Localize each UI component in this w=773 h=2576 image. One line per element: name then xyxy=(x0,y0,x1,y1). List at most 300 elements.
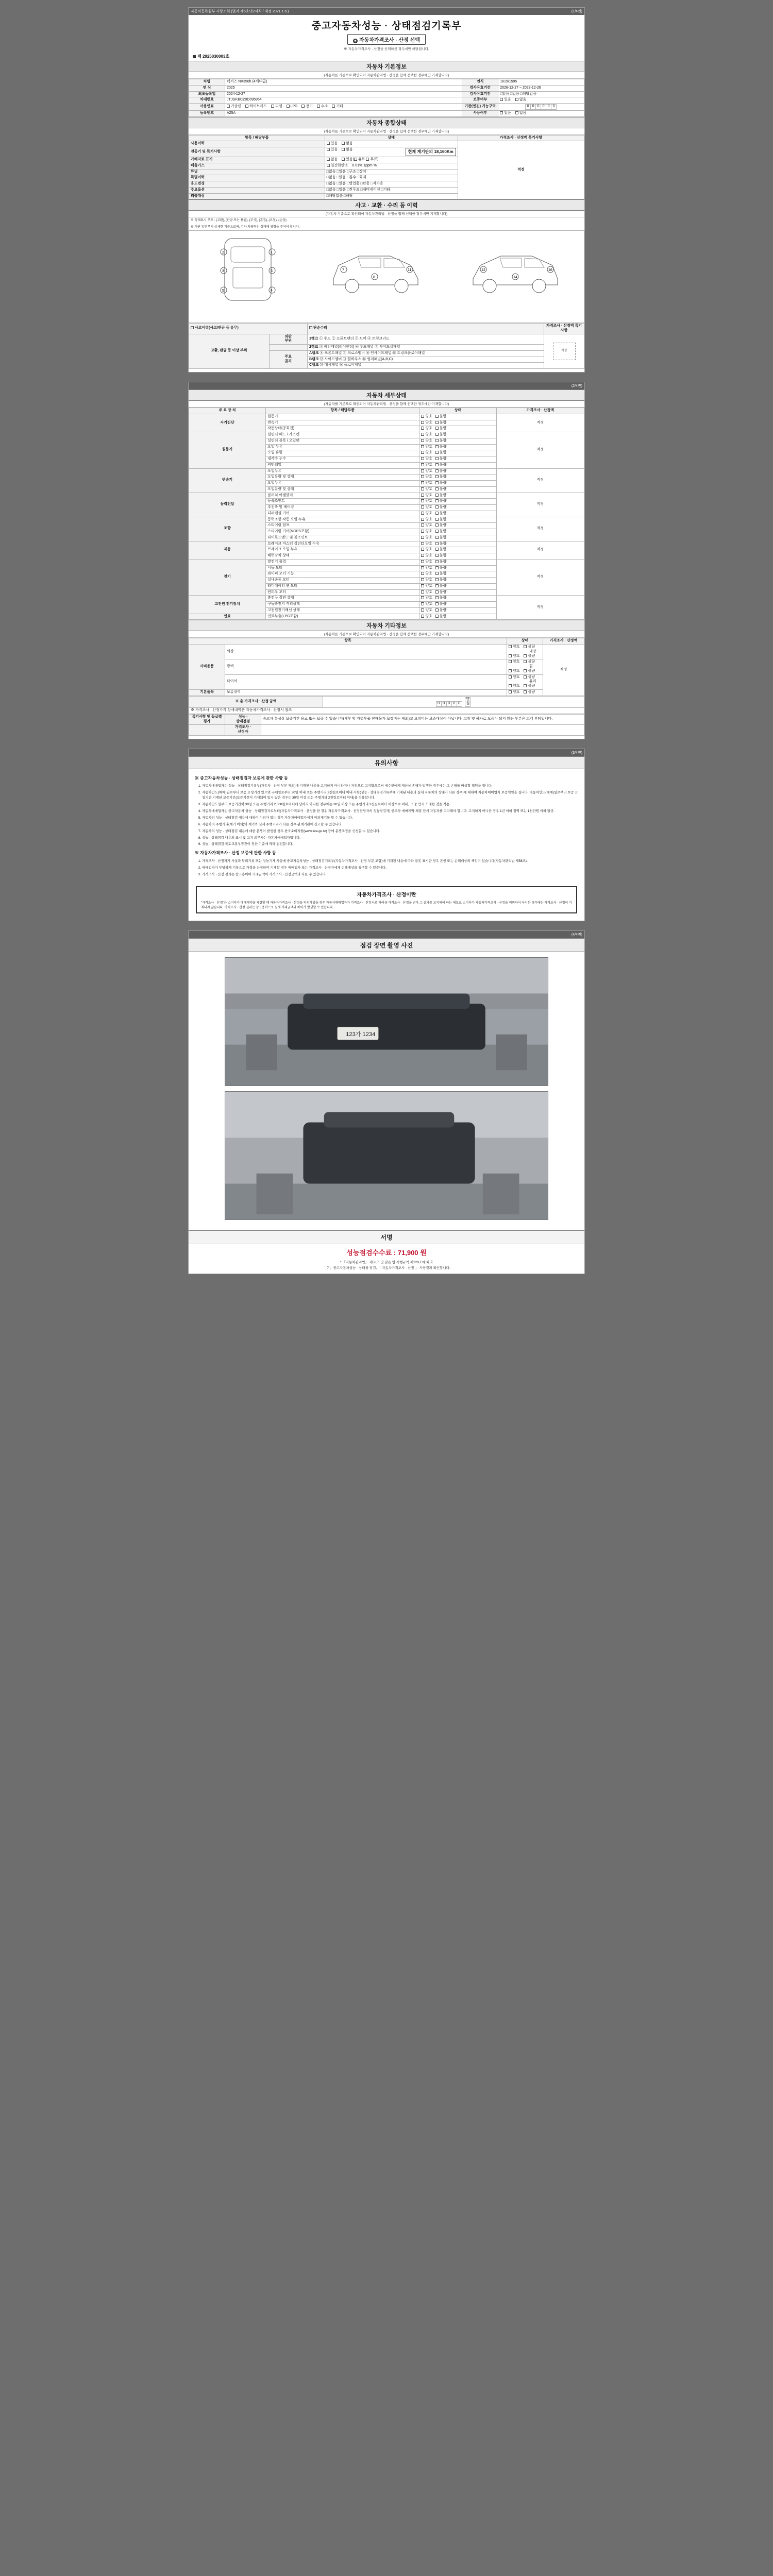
checkbox-icon[interactable] xyxy=(524,684,527,687)
state-bad[interactable]: 불량 xyxy=(524,675,535,680)
state-bad[interactable]: 불량 xyxy=(524,660,535,665)
checkbox-icon[interactable] xyxy=(509,654,512,657)
checkbox-icon[interactable] xyxy=(524,675,527,679)
state-good[interactable]: 양호 xyxy=(421,578,432,583)
detail-item-state xyxy=(419,414,496,420)
detail-item-state xyxy=(419,481,496,487)
detail-item-label: 오일누유 xyxy=(266,481,419,487)
basic-label: 등록번호 xyxy=(189,110,225,116)
overall-row-label: 가해자로 표기 xyxy=(189,157,325,163)
checkbox-icon[interactable] xyxy=(435,427,439,430)
state-good[interactable]: 양호 xyxy=(421,608,432,613)
list-item: 2. 자동차인도(매매)일로부터 보증 요청기간 있으면 구매일로부터 30일 이내 또는 주행거리 2천킬로미터 이내 사항(성능 · 상태점검기록부에 기재된 내용과 실제 자동차의 상태가 다른 경우)에 대하여 자동차매매업자 보증책임을 집니다. 자동차인도(매매)일로부터 보증 요청기간 기재된 보증기간(보증기간이 기재되어 있지 않은 경우는 30일 이상 또는 주행거리 2천킬로미터 이내)을 적용합니다. xyxy=(202,790,578,801)
state-good[interactable]: 양호 xyxy=(421,523,432,528)
state-bad[interactable]: 불량 xyxy=(435,475,447,480)
checkbox-icon[interactable] xyxy=(421,457,424,460)
state-good[interactable]: 양호 xyxy=(421,590,432,595)
checkbox-icon[interactable] xyxy=(435,602,439,605)
state-bad[interactable]: 불량 xyxy=(435,433,447,437)
doc-subtitle xyxy=(347,34,426,45)
checkbox-icon[interactable] xyxy=(354,158,357,161)
detail-item-state xyxy=(419,535,496,541)
svg-text:14: 14 xyxy=(513,276,517,280)
table-row xyxy=(189,334,584,345)
checkbox-icon[interactable] xyxy=(421,451,424,454)
checkbox-icon[interactable] xyxy=(421,512,424,515)
checkbox-icon[interactable] xyxy=(435,523,439,527)
checkbox-icon[interactable] xyxy=(366,158,369,161)
table-row xyxy=(189,110,584,116)
state-bad[interactable]: 불량 xyxy=(435,584,447,589)
checkbox-icon[interactable] xyxy=(435,530,439,533)
detail-note-cell: 적정 xyxy=(496,541,584,559)
checkbox-icon[interactable] xyxy=(245,105,248,108)
checkbox-icon[interactable] xyxy=(421,433,424,436)
state-bad[interactable]: 불량 xyxy=(435,536,447,540)
state-good[interactable]: 양호 xyxy=(421,512,432,516)
table-row xyxy=(189,468,584,474)
state-bad[interactable]: 불량 xyxy=(435,602,447,607)
checkbox-icon[interactable] xyxy=(317,105,320,108)
car-front-view-diagram xyxy=(209,233,287,306)
detail-item-label: 냉각수 누수 xyxy=(266,456,419,463)
price-total-table xyxy=(189,696,584,714)
checkbox-icon[interactable] xyxy=(421,415,424,418)
state-bad[interactable]: 불량 xyxy=(435,548,447,552)
checkbox-option[interactable]: 없음 xyxy=(342,148,353,152)
state-good[interactable]: 양호 xyxy=(421,494,432,498)
svg-text:11: 11 xyxy=(407,268,412,273)
basic-value: 2024-12-27 xyxy=(225,91,462,97)
checkbox-icon[interactable] xyxy=(435,572,439,575)
state-bad[interactable]: 불량 xyxy=(435,439,447,444)
state-good[interactable]: 양호 xyxy=(421,475,432,480)
state-good[interactable]: 양호 xyxy=(421,487,432,492)
detail-item-label: 스티어링 기어(MDPS포함) xyxy=(266,529,419,535)
state-good[interactable]: 양호 xyxy=(421,421,432,426)
checkbox-icon[interactable] xyxy=(509,660,512,663)
checkbox-icon[interactable] xyxy=(524,690,527,693)
state-good[interactable]: 양호 xyxy=(421,415,432,419)
checkbox-icon[interactable] xyxy=(421,421,424,424)
state-good[interactable]: 양호 xyxy=(421,499,432,504)
state-bad[interactable]: 불량 xyxy=(435,566,447,571)
state-good[interactable]: 양호 xyxy=(421,469,432,474)
accident-note-header: 가격조사 · 산정액 특기사항 xyxy=(544,324,584,334)
state-bad[interactable]: 불량 xyxy=(435,469,447,474)
svg-text:12: 12 xyxy=(481,268,485,273)
state-good[interactable]: 양호 xyxy=(421,560,432,565)
state-good[interactable]: 양호 xyxy=(509,675,520,680)
svg-text:4: 4 xyxy=(271,289,273,293)
checkbox-icon[interactable] xyxy=(435,596,439,599)
checkbox-icon[interactable] xyxy=(435,475,439,478)
document-number-text: 제 2925030003호 xyxy=(197,54,230,59)
state-good[interactable]: 양호 xyxy=(509,660,520,665)
car-damage-diagram xyxy=(189,230,584,323)
state-good[interactable]: 양호 xyxy=(421,554,432,558)
special-note-table xyxy=(189,714,584,736)
checkbox-icon[interactable] xyxy=(435,457,439,460)
state-bad[interactable]: 불량 xyxy=(435,481,447,486)
state-good[interactable]: 양호 xyxy=(421,596,432,601)
state-bad[interactable]: 불량 xyxy=(435,608,447,613)
checkbox-icon[interactable] xyxy=(342,148,345,151)
state-good[interactable]: 양호 xyxy=(421,481,432,486)
checkbox-icon[interactable] xyxy=(421,572,424,575)
checkbox-icon[interactable] xyxy=(421,542,424,545)
other-item-state xyxy=(507,659,543,674)
doc-subtitle-note: ※ 자동차가격조사 · 산정을 선택하신 경우에만 해당됩니다. xyxy=(344,47,429,51)
basic-value: 2025 xyxy=(225,85,462,91)
table-row xyxy=(189,596,584,602)
checkbox-icon[interactable] xyxy=(327,158,330,161)
list-item: 5. 자동차의 성능 · 상태점검 내용에 대하여 이의가 있는 경우 자동차매매업자에게 이의제기를 할 수 있습니다. xyxy=(202,816,578,821)
checkbox-icon[interactable] xyxy=(435,421,439,424)
detail-item-state xyxy=(419,505,496,511)
state-good[interactable]: 양호 xyxy=(421,439,432,444)
overall-row-label: 전동기 및 특기사항 xyxy=(189,147,325,157)
checkbox-icon[interactable] xyxy=(509,690,512,693)
basic-fuel-options xyxy=(225,104,462,111)
list-item: 7. 자동차의 성능 · 상태점검 내용에 대한 분쟁이 발생한 경우 한국소비자원(www.kca.go.kr) 등에 분쟁조정을 신청할 수 있습니다. xyxy=(202,829,578,834)
overall-row-state: □해당없음 □해당 xyxy=(325,193,458,199)
fuel-option-etc[interactable]: 기타 xyxy=(332,105,343,109)
state-bad[interactable]: 불량 xyxy=(435,487,447,492)
overall-row-state xyxy=(325,147,458,157)
state-bad-2[interactable]: 불량 xyxy=(524,669,535,674)
other-col-note: 가격조사 · 산정액 xyxy=(543,638,584,645)
mileage-display xyxy=(406,148,456,156)
checkbox-icon[interactable] xyxy=(421,481,424,484)
checkbox-icon[interactable] xyxy=(515,98,518,101)
checkbox-icon[interactable] xyxy=(509,684,512,687)
state-good[interactable]: 양호 xyxy=(421,572,432,577)
state-bad[interactable]: 불량 xyxy=(435,427,447,431)
overall-row-state: □없음 □있음 □구조 □장치 xyxy=(325,169,458,175)
rank-line xyxy=(309,363,542,368)
section-overall-header: 자동차 종합상태 xyxy=(189,117,584,128)
special-note-label-2 xyxy=(189,725,225,736)
state-good-2[interactable]: 양호 xyxy=(509,669,520,674)
checkbox-icon[interactable] xyxy=(435,487,439,490)
other-side-label: 사비용품 xyxy=(189,645,225,690)
state-bad[interactable]: 불량 xyxy=(435,415,447,419)
checkbox-icon[interactable] xyxy=(435,566,439,569)
checkbox-icon[interactable] xyxy=(435,518,439,521)
checkbox-icon[interactable] xyxy=(435,615,439,618)
checkbox-icon[interactable] xyxy=(435,451,439,454)
checkbox-icon[interactable] xyxy=(435,512,439,515)
notice-body xyxy=(189,769,584,882)
state-good[interactable]: 양호 xyxy=(421,530,432,534)
digit-cell: 0 xyxy=(457,701,462,707)
detail-item-label: 시동 모터 xyxy=(266,565,419,571)
checkbox-option[interactable]: 없음 xyxy=(515,98,527,103)
state-bad-2[interactable]: 불량 xyxy=(524,684,535,689)
state-bad[interactable]: 불량 xyxy=(435,421,447,426)
state-good[interactable]: 양호 xyxy=(421,548,432,552)
rank-line xyxy=(309,345,542,350)
table-row xyxy=(189,559,584,565)
state-good[interactable]: 양호 xyxy=(509,690,520,695)
checkbox-icon[interactable] xyxy=(435,433,439,436)
checkbox-option[interactable]: 있음 xyxy=(500,98,511,103)
state-bad[interactable]: 불량 xyxy=(435,518,447,522)
checkbox-icon[interactable] xyxy=(421,463,424,466)
state-good[interactable]: 양호 xyxy=(421,445,432,450)
checkbox-icon[interactable] xyxy=(421,427,424,430)
detail-item-label: 커먼레일 xyxy=(266,462,419,468)
checkbox-icon[interactable] xyxy=(435,560,439,563)
detail-item-state xyxy=(419,474,496,481)
checkbox-icon[interactable] xyxy=(421,602,424,605)
topbar-page-indicator: (3/4면) xyxy=(571,751,582,755)
state-good[interactable]: 양호 xyxy=(421,427,432,431)
checkbox-icon[interactable] xyxy=(421,554,424,557)
detail-item-state xyxy=(419,583,496,589)
fuel-option-electric[interactable]: 전기 xyxy=(301,105,313,109)
checkbox-icon[interactable] xyxy=(421,536,424,539)
basic-value: JTJGKBCZ0D095954 xyxy=(225,97,462,104)
checkbox-icon[interactable] xyxy=(421,475,424,478)
checkbox-icon[interactable] xyxy=(421,584,424,587)
basic-label: 보증여부 xyxy=(462,97,498,104)
checkbox-icon[interactable] xyxy=(500,98,503,101)
checkbox-option[interactable]: 있음 xyxy=(327,142,338,146)
checkbox-icon[interactable] xyxy=(421,578,424,581)
basic-label: 검사유효기간 xyxy=(462,91,498,97)
checkbox-icon[interactable] xyxy=(509,669,512,672)
checkbox-icon[interactable] xyxy=(421,439,424,442)
checkbox-option[interactable]: 있음 xyxy=(500,111,511,116)
accident-rank-row xyxy=(308,357,544,363)
state-bad[interactable]: 불량 xyxy=(435,572,447,577)
state-good[interactable]: 양호 xyxy=(421,542,432,547)
checkbox-icon[interactable] xyxy=(421,530,424,533)
checkbox-icon[interactable] xyxy=(342,158,345,161)
checkbox-icon[interactable] xyxy=(435,415,439,418)
checkbox-icon[interactable] xyxy=(435,548,439,551)
inspection-photo-1[interactable] xyxy=(225,957,548,1086)
table-row xyxy=(189,414,584,420)
detail-group-label: 자기진단 xyxy=(189,414,266,432)
photo-section-header: 점검 장면 촬영 사진 xyxy=(189,938,584,952)
detail-item-label: 원동기 xyxy=(266,414,419,420)
state-bad-2[interactable]: 불량 xyxy=(524,654,535,659)
state-bad[interactable]: 불량 xyxy=(435,554,447,558)
state-bad[interactable]: 불량 xyxy=(435,590,447,595)
checkbox-icon[interactable] xyxy=(327,142,330,145)
checkbox-icon[interactable] xyxy=(435,554,439,557)
checkbox-icon[interactable] xyxy=(435,494,439,497)
state-bad[interactable]: 불량 xyxy=(435,505,447,510)
checkbox-icon[interactable] xyxy=(227,105,230,108)
svg-text:6: 6 xyxy=(271,269,273,274)
state-good-2[interactable]: 양호 xyxy=(509,654,520,659)
svg-text:3: 3 xyxy=(222,269,225,274)
state-good[interactable]: 양호 xyxy=(421,457,432,462)
notice-header: 유의사항 xyxy=(189,756,584,769)
detail-col-note: 가격조사 · 산정액 xyxy=(496,408,584,414)
accident-parts-label: 교환, 판금 등 이상 부위 xyxy=(189,334,270,369)
checkbox-icon[interactable] xyxy=(421,445,424,448)
checkbox-option[interactable]: 없음 xyxy=(327,158,338,162)
checkbox-icon[interactable] xyxy=(421,548,424,551)
checkbox-icon[interactable] xyxy=(435,584,439,587)
detail-item-state xyxy=(419,462,496,468)
checkbox-icon[interactable] xyxy=(191,326,194,329)
fuel-option-gasoline[interactable]: 가솔린 xyxy=(227,105,241,109)
fuel-option-diesel[interactable]: 디젤 xyxy=(271,105,282,109)
price-guide-title: 자동차가격조사 · 산정이란 xyxy=(357,892,416,898)
state-bad[interactable]: 불량 xyxy=(435,512,447,516)
checkbox-icon[interactable] xyxy=(301,105,305,108)
detail-note-cell: 적정 xyxy=(496,414,584,432)
svg-text:7: 7 xyxy=(342,268,344,273)
checkbox-icon[interactable] xyxy=(435,445,439,448)
state-good[interactable]: 양호 xyxy=(421,518,432,522)
checkbox-icon[interactable] xyxy=(421,469,424,472)
table-row xyxy=(189,708,584,714)
checkbox-icon[interactable] xyxy=(435,499,439,502)
detail-group-label: 연료 xyxy=(189,614,266,620)
state-bad[interactable]: 불량 xyxy=(435,463,447,468)
state-bad[interactable]: 불량 xyxy=(435,530,447,534)
state-bad[interactable]: 불량 xyxy=(435,445,447,450)
state-bad[interactable]: 불량 xyxy=(435,560,447,565)
checkbox-icon[interactable] xyxy=(435,463,439,466)
state-bad[interactable]: 불량 xyxy=(435,451,447,455)
fuel-option-hybrid[interactable]: 하이브리드 xyxy=(245,105,267,109)
state-bad[interactable]: 불량 xyxy=(435,578,447,583)
checkbox-icon[interactable] xyxy=(435,578,439,581)
checkbox-icon[interactable] xyxy=(421,523,424,527)
checkbox-icon[interactable] xyxy=(421,560,424,563)
checkbox-icon[interactable] xyxy=(327,164,330,167)
checkbox-icon[interactable] xyxy=(421,566,424,569)
checkbox-icon[interactable] xyxy=(435,439,439,442)
list-item: 9. 성능 · 상태점검 국토교통부장관이 정한 기준에 따라 점검합니다. xyxy=(202,842,578,847)
checkbox-option[interactable]: 있음 xyxy=(327,148,338,152)
checkbox-icon[interactable] xyxy=(332,105,335,108)
checkbox-icon[interactable] xyxy=(524,645,527,648)
checkbox-icon[interactable] xyxy=(500,111,503,114)
state-good[interactable]: 양호 xyxy=(421,566,432,571)
checkbox-icon[interactable] xyxy=(524,669,527,672)
state-bad[interactable]: 불량 xyxy=(435,494,447,498)
accident-check-2-label: 단순수리 xyxy=(313,326,328,330)
accident-group-outer: 외판 부위 xyxy=(269,334,307,345)
accident-rank-row xyxy=(308,334,544,345)
checkbox-icon[interactable] xyxy=(421,590,424,594)
fuel-option-hydrogen[interactable]: 수소 xyxy=(317,105,328,109)
checkbox-icon[interactable] xyxy=(287,105,290,108)
checkbox-icon[interactable] xyxy=(309,326,312,329)
checkbox-icon[interactable] xyxy=(435,542,439,545)
checkbox-icon[interactable] xyxy=(421,505,424,509)
checkbox-icon[interactable] xyxy=(421,596,424,599)
checkbox-icon[interactable] xyxy=(327,148,330,151)
state-good[interactable]: 양호 xyxy=(421,536,432,540)
accident-check-1-label: 사고이력(사고/판금 등 유무) xyxy=(195,326,239,330)
state-good-2[interactable]: 양호 xyxy=(509,684,520,689)
topbar-page-indicator: (1/4면) xyxy=(571,10,582,13)
state-good[interactable]: 양호 xyxy=(421,615,432,619)
inspection-photo-2[interactable] xyxy=(225,1091,548,1220)
checkbox-icon[interactable] xyxy=(421,487,424,490)
state-bad[interactable]: 불량 xyxy=(435,596,447,601)
checkbox-option[interactable]: 없음 xyxy=(342,142,353,146)
basic-label: 차명 xyxy=(189,79,225,86)
detail-item-label: 오일유량 및 상태 xyxy=(266,474,419,481)
accident-history-table xyxy=(189,323,584,369)
footer-line-2: 「 7 」중고자동차성능 · 상태를 점검, 「 자동차가격조사 · 산정 」 사항결과 확인합니다. xyxy=(323,1266,450,1270)
accident-rank-row xyxy=(308,350,544,357)
state-good[interactable]: 양호 xyxy=(421,433,432,437)
state-good[interactable]: 양호 xyxy=(421,602,432,607)
checkbox-icon[interactable] xyxy=(421,499,424,502)
state-bad[interactable]: 불량 xyxy=(524,645,535,650)
checkbox-icon[interactable] xyxy=(515,111,518,114)
checkbox-icon[interactable] xyxy=(421,494,424,497)
checkbox-option[interactable]: 있음( 유료 무료) xyxy=(342,158,378,162)
other-item-label-2: 유리 xyxy=(529,680,536,684)
checkbox-icon[interactable] xyxy=(435,505,439,509)
overall-row-state: □없음 □있음 □썬루프 □내비게이션 □기타 xyxy=(325,187,458,193)
fuel-option-lpg[interactable]: LPG xyxy=(287,105,298,109)
detail-item-label: 오일유량 및 상태 xyxy=(266,486,419,493)
state-good[interactable]: 양호 xyxy=(421,463,432,468)
checkbox-icon[interactable] xyxy=(509,675,512,679)
detail-group-label: 고전원 전기장치 xyxy=(189,596,266,614)
overall-row-label: 리콜대상 xyxy=(189,193,325,199)
checkbox-icon[interactable] xyxy=(435,608,439,612)
checkbox-icon[interactable] xyxy=(435,536,439,539)
state-bad[interactable]: 불량 xyxy=(435,542,447,547)
state-bad[interactable]: 불량 xyxy=(435,523,447,528)
detail-item-label: 등속조인트 xyxy=(266,499,419,505)
checkbox-icon[interactable] xyxy=(435,590,439,594)
checkbox-icon[interactable] xyxy=(421,615,424,618)
checkbox-icon[interactable] xyxy=(524,654,527,657)
checkbox-option[interactable]: 일산화탄소 xyxy=(327,164,348,168)
table-row xyxy=(189,674,584,689)
checkbox-icon[interactable] xyxy=(342,142,345,145)
state-good[interactable]: 양호 xyxy=(421,584,432,589)
checkbox-icon[interactable] xyxy=(435,481,439,484)
checkbox-icon[interactable] xyxy=(524,660,527,663)
state-good[interactable]: 양호 xyxy=(421,451,432,455)
checkbox-option[interactable]: 없음 xyxy=(515,111,527,116)
state-good[interactable]: 양호 xyxy=(509,645,520,650)
state-bad[interactable]: 불량 xyxy=(435,457,447,462)
price-total-cells xyxy=(323,696,584,708)
checkbox-icon[interactable] xyxy=(421,518,424,521)
list-item: 3. 자동차인도일부터 보증기간이 30일 또는 주행거리 2,000킬로미터에 달하지 아니한 경우에는 30일 이상 또는 주행거리 2천킬로미터 이상으로 이내, 그 중 먼저 도래한 것을 적용. xyxy=(202,802,578,807)
state-bad[interactable]: 불량 xyxy=(524,690,535,695)
checkbox-icon[interactable] xyxy=(509,645,512,648)
state-bad[interactable]: 불량 xyxy=(435,499,447,504)
checkbox-icon[interactable] xyxy=(271,105,274,108)
checkbox-icon[interactable] xyxy=(421,608,424,612)
state-good[interactable]: 양호 xyxy=(421,505,432,510)
checkbox-icon[interactable] xyxy=(435,469,439,472)
svg-text:16: 16 xyxy=(548,268,552,273)
state-bad[interactable]: 불량 xyxy=(435,615,447,619)
overall-note-cell xyxy=(458,141,584,199)
section-accident-sub: (자동차 기준으로 확인되어 자동차관리법 · 산정을 함께 선택한 경우에만 기재합니다) xyxy=(189,211,584,217)
